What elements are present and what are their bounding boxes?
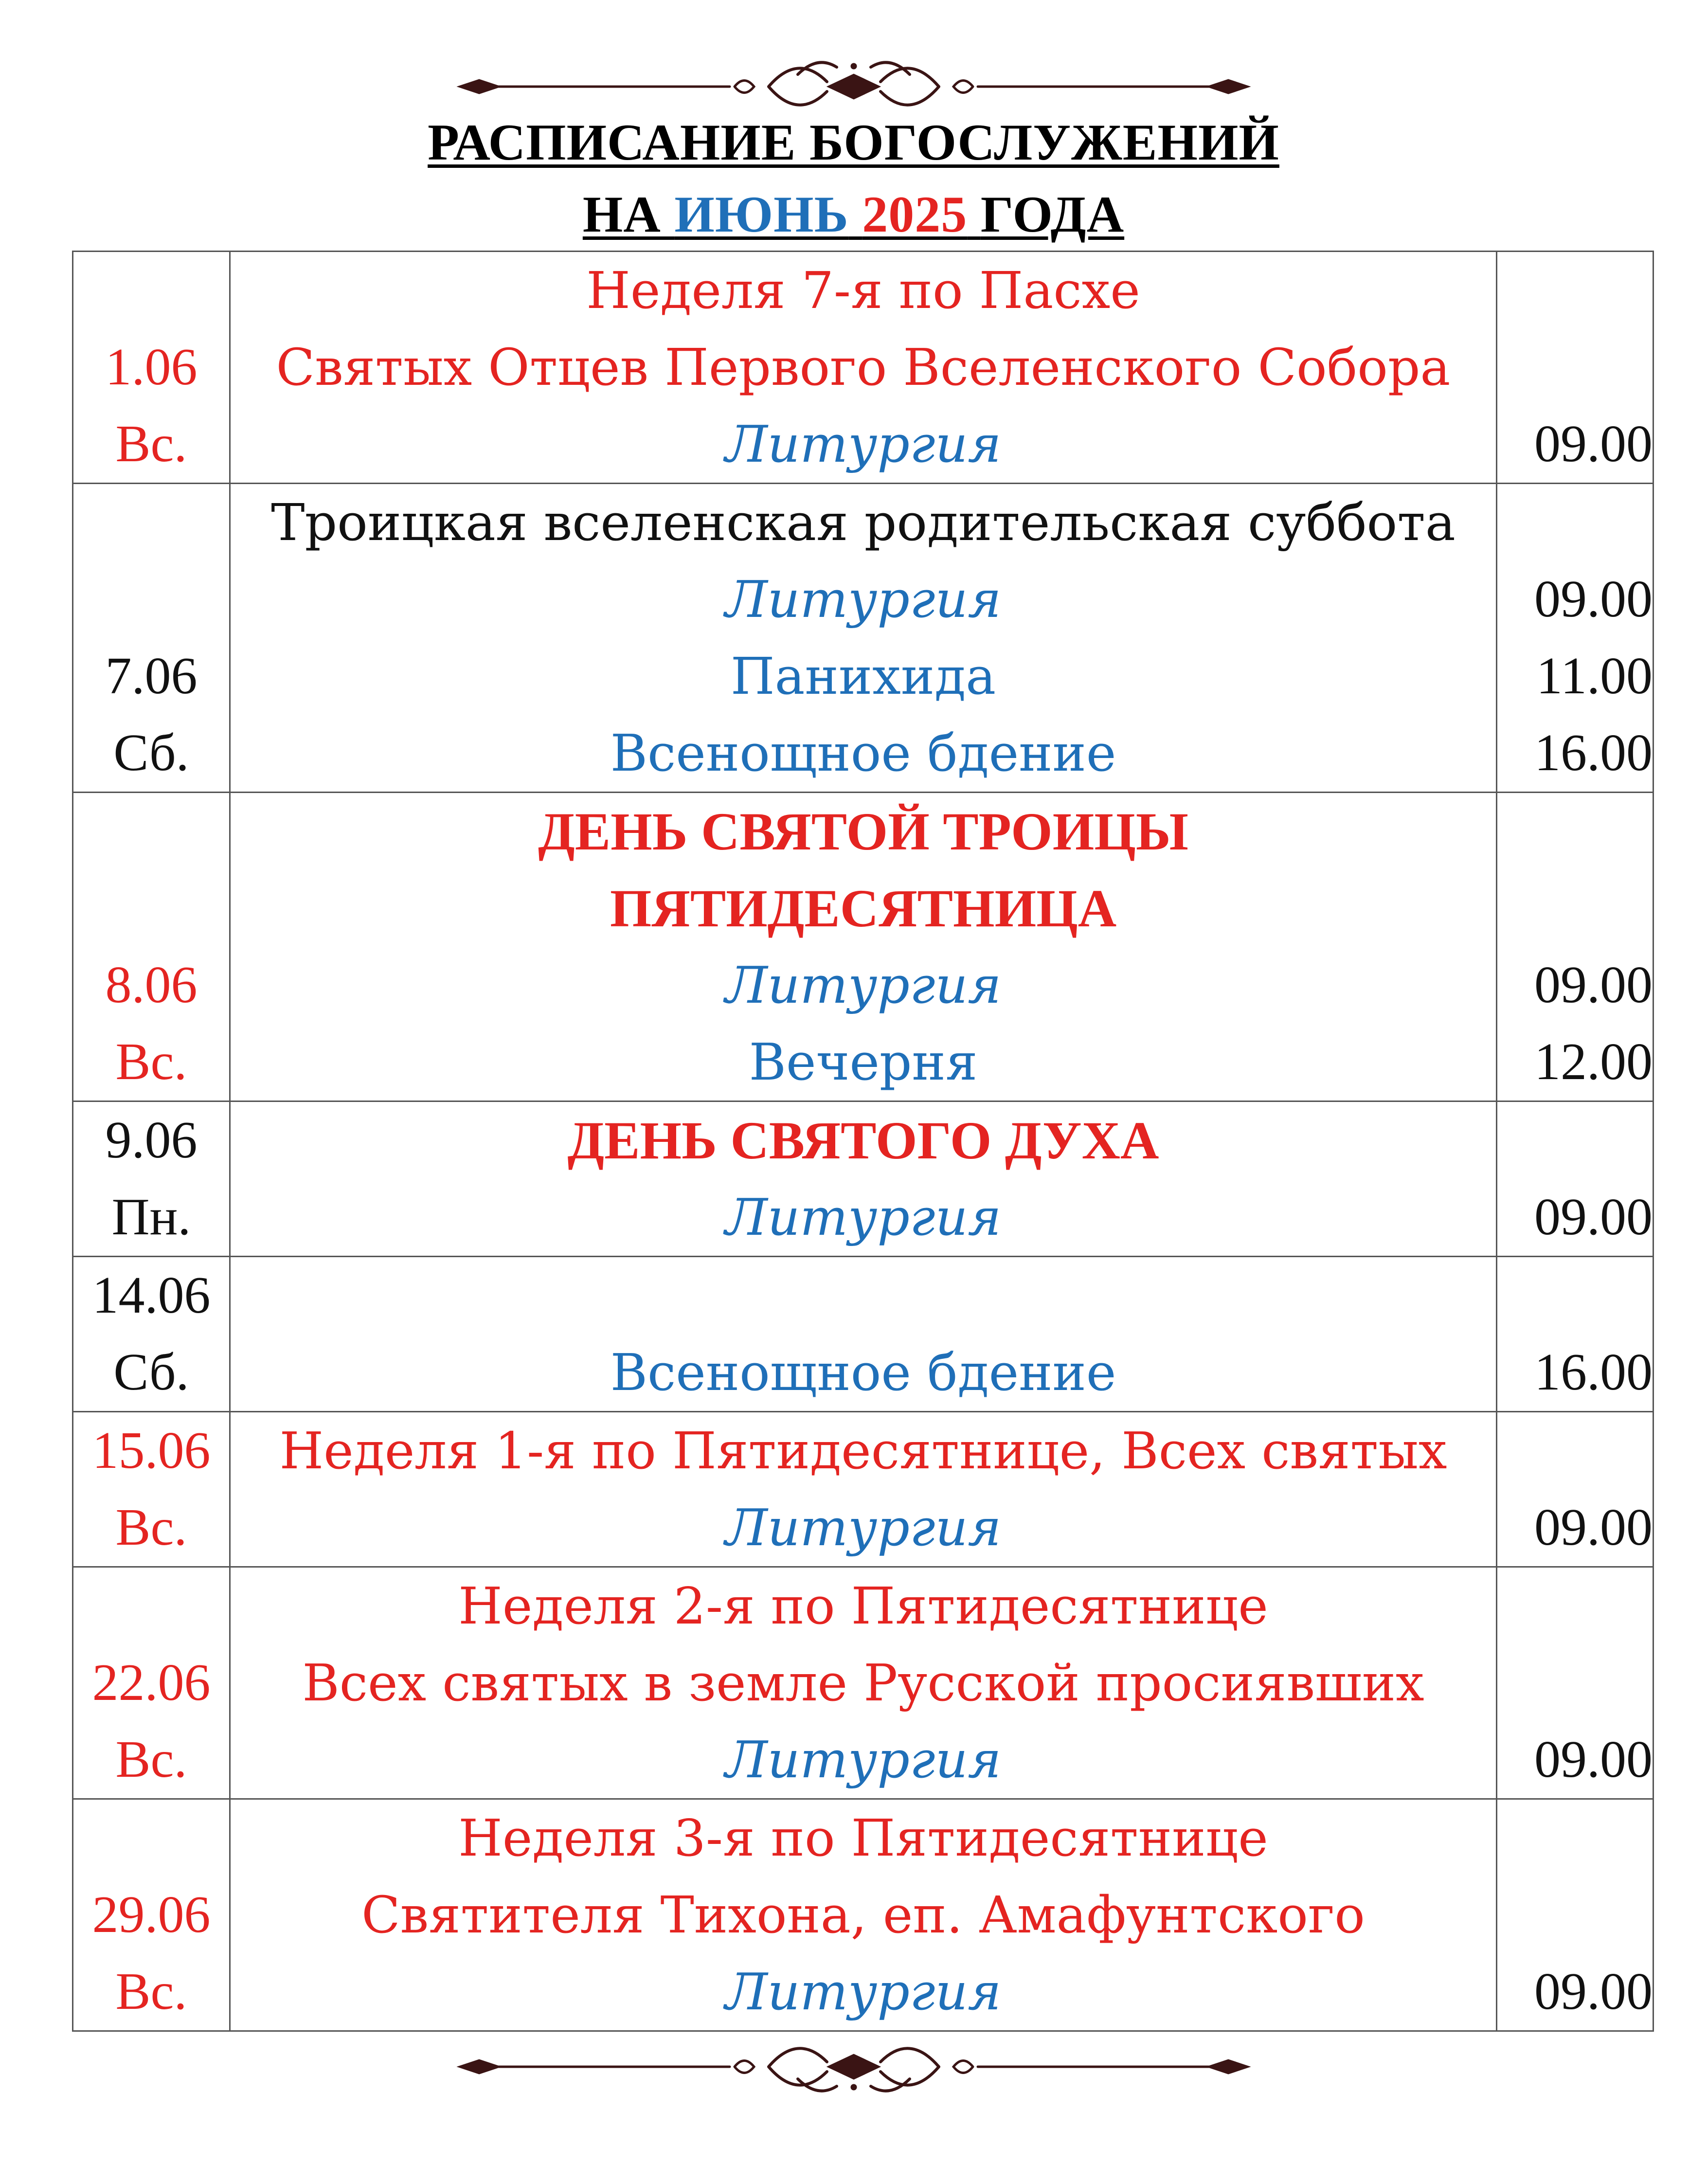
subtitle-prefix: НА [582,186,675,243]
event-text: Всех святых в земле Русской просиявших [302,1653,1424,1713]
event-text: Троицкая вселенская родительская суббота [271,493,1455,552]
event-time [1497,1877,1653,1953]
date-cell [73,793,230,1101]
top-ornament [0,57,1707,116]
schedule-row [73,1799,1653,2031]
weekday-label: Вс. [115,1963,187,2021]
schedule-title: РАСПИСАНИЕ БОГОСЛУЖЕНИЙ [428,114,1279,171]
time-cell [1497,1567,1653,1799]
event-text: Всенощное бдение [610,1343,1116,1402]
event-text: ДЕНЬ СВЯТОГО ДУХА [567,1111,1159,1170]
date-label: 29.06 [92,1886,211,1944]
date-cell [73,1101,230,1257]
event-text [231,1257,1496,1334]
date-label: 8.06 [105,956,198,1014]
event-time: 09.00 [1534,1188,1653,1246]
event-time: 09.00 [1534,1731,1653,1788]
event-time: 16.00 [1534,724,1653,782]
subtitle-month: ИЮНЬ [674,186,849,243]
date-cell [73,1567,230,1799]
events-cell [230,252,1497,484]
event-text: Литургия [725,415,1002,474]
events-cell [230,1412,1497,1567]
schedule-row [73,484,1653,793]
weekday-label: Вс. [115,1498,187,1556]
event-text: Литургия [725,1498,1002,1557]
weekday-label: Вс. [115,1033,187,1091]
weekday-label: Вс. [115,415,187,473]
time-cell [1497,252,1653,484]
schedule-row [73,793,1653,1101]
events-cell [230,1567,1497,1799]
date-label: 22.06 [92,1654,211,1712]
event-text: Святителя Тихона, еп. Амафунтского [361,1885,1365,1945]
schedule-table [72,251,1654,2032]
event-time: 09.00 [1534,1498,1653,1556]
date-label: 1.06 [105,338,198,396]
event-text: ПЯТИДЕСЯТНИЦА [610,879,1117,938]
event-time: 09.00 [1534,1963,1653,2021]
time-cell [1497,1799,1653,2031]
event-text: ДЕНЬ СВЯТОЙ ТРОИЦЫ [538,802,1188,861]
event-text: Неделя 3-я по Пятидесятнице [458,1808,1268,1868]
event-time: 16.00 [1534,1343,1653,1401]
event-text: Литургия [725,1730,1002,1789]
schedule-row [73,1257,1653,1412]
schedule-row [73,1567,1653,1799]
schedule-row [73,1101,1653,1257]
subtitle-suffix: ГОДА [980,186,1125,243]
event-time: 12.00 [1534,1033,1653,1091]
events-cell [230,1799,1497,2031]
event-time [1497,329,1653,406]
time-cell [1497,793,1653,1101]
event-text: Святых Отцев Первого Вселенского Собора [276,338,1451,397]
events-cell [230,1257,1497,1412]
schedule-row [73,1412,1653,1567]
events-cell [230,793,1497,1101]
event-text: Неделя 2-я по Пятидесятнице [458,1576,1268,1636]
weekday-label: Вс. [115,1731,187,1788]
event-text: Вечерня [749,1032,978,1092]
time-cell [1497,484,1653,793]
event-time: 09.00 [1534,956,1653,1014]
date-label: 14.06 [92,1266,211,1324]
weekday-label: Пн. [111,1188,191,1246]
event-text: Литургия [725,1962,1002,2022]
event-time [1497,252,1653,329]
event-text: Панихида [730,647,996,706]
event-text: Литургия [725,570,1002,629]
event-time [1497,793,1653,870]
event-time: 09.00 [1534,415,1653,473]
time-cell [1497,1412,1653,1567]
event-time: 11.00 [1536,647,1653,705]
date-label: 15.06 [92,1422,211,1480]
date-cell [73,1799,230,2031]
date-cell [73,484,230,793]
date-cell [73,1257,230,1412]
weekday-label: Сб. [113,724,189,782]
event-text: Неделя 7-я по Пасхе [586,261,1140,320]
events-cell [230,484,1497,793]
event-time [1497,1257,1653,1334]
weekday-label: Сб. [113,1343,189,1401]
time-cell [1497,1257,1653,1412]
event-time [1497,1644,1653,1721]
time-cell [1497,1101,1653,1257]
schedule-subtitle [0,185,1707,244]
event-text: Неделя 1-я по Пятидесятнице, Всех святых [279,1421,1447,1480]
date-cell [73,252,230,484]
event-text: Литургия [725,1188,1002,1247]
event-time [1497,484,1653,561]
event-text: Всенощное бдение [610,723,1116,783]
event-time [1497,1568,1653,1644]
event-time [1497,1412,1653,1489]
date-label: 7.06 [105,647,198,705]
date-label: 9.06 [105,1111,198,1169]
event-text: Литургия [725,956,1002,1015]
date-cell [73,1412,230,1567]
events-cell [230,1101,1497,1257]
event-time: 09.00 [1534,570,1653,628]
event-time [1497,1800,1653,1877]
event-time [1497,1102,1653,1179]
bottom-ornament [0,2038,1707,2096]
subtitle-year: 2025 [862,186,968,243]
event-time [1497,870,1653,947]
schedule-row [73,252,1653,484]
